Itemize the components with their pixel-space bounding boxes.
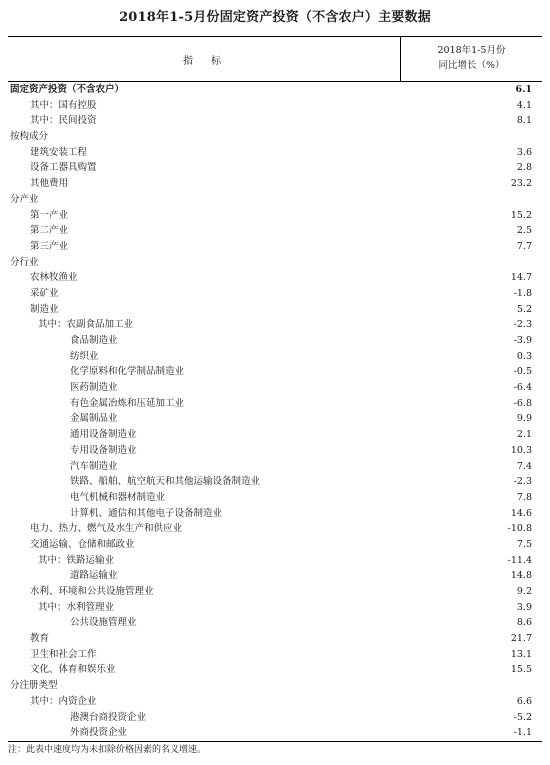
row-label: 铁路、船舶、航空航天和其他运输设备制造业 xyxy=(70,476,261,488)
table-row xyxy=(8,223,542,239)
row-value: 7.4 xyxy=(516,460,532,472)
row-value: -2.3 xyxy=(513,319,532,331)
table-row xyxy=(8,490,542,506)
row-value: -10.8 xyxy=(507,523,532,535)
table-row xyxy=(8,380,542,396)
table-row xyxy=(8,270,542,286)
data-table xyxy=(8,36,542,742)
table-row xyxy=(8,239,542,255)
row-value: 8.1 xyxy=(516,115,532,127)
value-header-line1: 2018年1-5月份 xyxy=(437,45,506,56)
row-label: 电气机械和器材制造业 xyxy=(70,491,166,503)
row-label: 食品制造业 xyxy=(70,335,118,346)
row-value: 7.7 xyxy=(516,240,532,252)
row-value: -0.5 xyxy=(513,366,532,378)
table-row xyxy=(8,694,542,710)
table-row xyxy=(8,537,542,553)
row-label: 文化、体育和娱乐业 xyxy=(30,664,116,676)
table-row xyxy=(8,443,542,459)
table-row xyxy=(8,192,542,208)
row-value: 5.2 xyxy=(516,303,532,315)
table-row xyxy=(8,662,542,678)
row-label: 医药制造业 xyxy=(70,382,118,394)
table-row xyxy=(8,631,542,647)
row-label: 其中：铁路运输业 xyxy=(38,554,115,566)
row-value: 7.8 xyxy=(516,491,532,503)
indicator-header: 指 标 xyxy=(183,56,225,67)
table-row xyxy=(8,615,542,631)
row-value: 14.7 xyxy=(510,272,532,284)
table-row xyxy=(8,145,542,161)
row-label: 电力、热力、燃气及水生产和供应业 xyxy=(30,523,183,535)
row-value: 9.9 xyxy=(516,413,532,425)
footnote: 注：此表中速度均为未扣除价格因素的名义增速。 xyxy=(8,745,207,755)
table-row xyxy=(8,600,542,616)
row-label: 分产业 xyxy=(10,193,39,205)
row-value: -11.4 xyxy=(507,554,532,566)
row-label: 制造业 xyxy=(30,303,59,315)
row-value: 2.5 xyxy=(516,225,532,237)
row-label: 通用设备制造业 xyxy=(70,429,137,441)
row-value: 8.6 xyxy=(516,617,532,629)
row-label: 按构成分 xyxy=(10,131,49,143)
row-value: 3.6 xyxy=(516,146,532,158)
row-value: 21.7 xyxy=(510,633,532,645)
table-row xyxy=(8,553,542,569)
table-row xyxy=(8,333,542,349)
table-header xyxy=(8,36,542,82)
table-row xyxy=(8,411,542,427)
table-row xyxy=(8,568,542,584)
table-row xyxy=(8,160,542,176)
row-value: 15.5 xyxy=(510,664,532,676)
row-label: 其中：内资企业 xyxy=(30,695,97,707)
row-value: 0.3 xyxy=(516,350,532,362)
row-label: 农林牧渔业 xyxy=(30,272,78,284)
table-row xyxy=(8,129,542,145)
table-row xyxy=(8,113,542,129)
row-value: -1.1 xyxy=(513,727,532,739)
row-value: 2.1 xyxy=(516,429,532,441)
row-label: 有色金属冶炼和压延加工业 xyxy=(70,397,185,409)
table-row xyxy=(8,427,542,443)
row-label: 其中：国有控股 xyxy=(30,99,97,111)
row-label: 固定资产投资（不含农户） xyxy=(10,84,125,95)
value-header xyxy=(401,43,542,73)
row-value: 15.2 xyxy=(510,209,532,221)
row-value: 7.5 xyxy=(516,538,532,550)
row-label: 港澳台商投资企业 xyxy=(70,711,147,723)
row-label: 外商投资企业 xyxy=(70,727,128,739)
row-label: 汽车制造业 xyxy=(70,460,118,472)
row-value: -1.8 xyxy=(513,287,532,299)
row-label: 其他费用 xyxy=(30,178,69,190)
table-row xyxy=(8,255,542,271)
table-row xyxy=(8,710,542,726)
row-value: 9.2 xyxy=(516,586,532,597)
row-label: 道路运输业 xyxy=(70,570,118,582)
table-row xyxy=(8,725,542,741)
row-value: 10.3 xyxy=(510,444,532,456)
row-value: 4.1 xyxy=(516,99,532,111)
table-row xyxy=(8,396,542,412)
table-row xyxy=(8,506,542,522)
row-value: -2.3 xyxy=(513,476,532,488)
row-label: 第三产业 xyxy=(30,240,69,252)
row-value: 3.9 xyxy=(516,601,532,613)
table-row xyxy=(8,286,542,302)
table-row xyxy=(8,521,542,537)
table-row xyxy=(8,647,542,663)
row-label: 教育 xyxy=(30,633,50,645)
row-value: -5.2 xyxy=(513,711,532,723)
row-label: 建筑安装工程 xyxy=(30,146,88,158)
table-row xyxy=(8,82,542,98)
row-label: 其中：民间投资 xyxy=(30,115,97,127)
table-row xyxy=(8,98,542,114)
table-row xyxy=(8,584,542,600)
row-label: 水利、环境和公共设施管理业 xyxy=(30,586,154,597)
row-label: 设备工器具购置 xyxy=(30,162,97,174)
row-value: -6.4 xyxy=(513,382,532,394)
value-header-line2: 同比增长（%） xyxy=(438,60,505,71)
row-label: 采矿业 xyxy=(30,287,59,299)
row-label: 计算机、通信和其他电子设备制造业 xyxy=(70,507,223,519)
row-label: 分行业 xyxy=(10,256,39,268)
table-row xyxy=(8,678,542,694)
table-row xyxy=(8,317,542,333)
table-row xyxy=(8,474,542,490)
row-label: 其中：农副食品加工业 xyxy=(38,319,134,331)
table-row xyxy=(8,208,542,224)
row-label: 金属制品业 xyxy=(70,413,118,425)
row-label: 交通运输、仓储和邮政业 xyxy=(30,538,135,550)
row-label: 专用设备制造业 xyxy=(70,444,137,456)
row-value: 14.6 xyxy=(510,507,532,519)
row-label: 卫生和社会工作 xyxy=(30,648,97,660)
table-row xyxy=(8,364,542,380)
row-value: 2.8 xyxy=(516,162,532,174)
row-value: -6.8 xyxy=(513,397,532,409)
table-row xyxy=(8,176,542,192)
row-value: 6.6 xyxy=(516,695,532,707)
row-label: 分注册类型 xyxy=(10,680,58,692)
row-value: 14.8 xyxy=(510,570,532,582)
table-row xyxy=(8,349,542,365)
row-label: 第一产业 xyxy=(30,209,69,221)
row-value: -3.9 xyxy=(513,335,532,346)
row-label: 纺织业 xyxy=(70,350,99,362)
table-body xyxy=(8,82,542,741)
row-label: 第二产业 xyxy=(30,225,69,237)
row-value: 13.1 xyxy=(510,648,532,660)
row-value: 23.2 xyxy=(510,178,532,190)
table-row xyxy=(8,302,542,318)
row-label: 其中：水利管理业 xyxy=(38,601,115,613)
page-title: 2018年1-5月份固定资产投资（不含农户）主要数据 xyxy=(119,10,431,25)
row-label: 公共设施管理业 xyxy=(70,617,137,629)
row-value: 6.1 xyxy=(515,84,532,95)
row-label: 化学原料和化学制品制造业 xyxy=(70,366,185,378)
table-row xyxy=(8,459,542,475)
